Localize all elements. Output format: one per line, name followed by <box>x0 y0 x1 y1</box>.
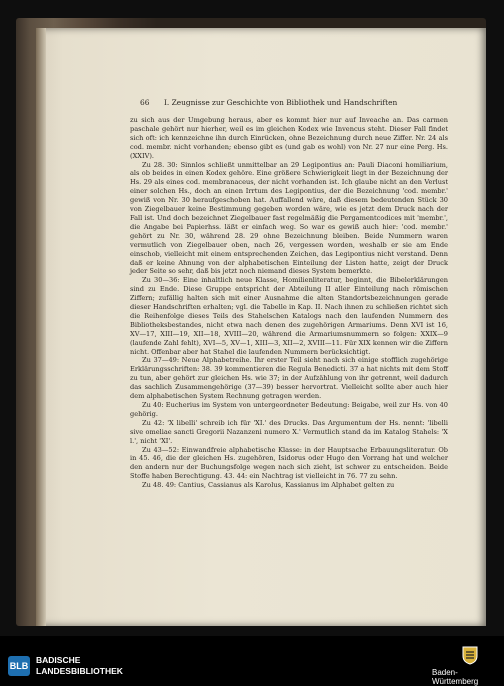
paragraph: zu sich aus der Umgebung heraus, aber es kommt hier nur auf Inveache an. Das carmen paschale gehört nur hierher, weil es im gleichen Kodex wie Invencus steht. Dieser Fall findet sich oft: ich kennzeichne ihn durch Einrücken, ohne Bezeichnung durch neue Ziffer. Nr. 24 als cod. membr. nicht vorhanden; ebenso gibt es (und gab es wohl) von Nr. 27 nur eine Perg. Hs. (XXIV). <box>130 116 448 160</box>
paragraph: Zu 40: Eucherius im System von untergeordneter Bedeutung: Beigabe, weil zur Hs. von 40 gehörig. <box>130 401 448 418</box>
library-name-line1: BADISCHE <box>36 655 81 665</box>
paragraph: Zu 28. 30: Sinnlos schließt unmittelbar an 29 Legipontius an: Pauli Diaconi homiliarium, als ob beides in einen Kodex gehöre. Eine größere Schwierigkeit liegt in der Bezeichnung der Hs. 29 als eines cod. membranaceus, der nicht vorhanden ist. Ich glaube nicht an den Verlust einer solchen Hs., doch an einen Irrtum des Legipontius, der die Bezeichnung 'cod. membr.' gewiß von Nr. 30 heraufgeschoben hat. Auffallend wäre, daß diesem bedeutenden Stück 30 von Ziegelbauer keine Bestimmung gegeben worden wäre, wie es jetzt dem Druck nach der Fall ist. Und doch bezeichnet Ziegelbauer fast regelmäßig die Pergamentcodices mit 'membr.', die Angabe bei Papierhss. läßt er einfach weg. So war es gewiß auch hier: 'cod. membr.' gehört zu Nr. 30, während 28. 29 ohne Bezeichnung bleiben. Beide Nummern waren vermutlich von Ziegelbauer oben, nach 26, vergessen worden, weshalb er sie am Ende einschob, vielleicht mit einem entsprechenden Zeichen, das Legipontius nicht verstand. Denn daß er keine Ahnung von der alphabetischen Einteilung der Listen hatte, zeigt der Druck jeder Seite so sehr, daß bis jetzt noch niemand dieses System bemerkte. <box>130 160 448 276</box>
paragraph: Zu 37—49: Neue Alphabetreihe. Ihr erster Teil sieht nach sich einige stofflich zugehörige Erklärungsschriften: 38. 39 kommentieren die Regula Benedicti. 37 a hat nichts mit dem Stoff zu tun, aber gehört zur gleichen Hs. wie 37; in der Aufzählung von ihr getrennt, weil dadurch das sachlich Zusammengehörige (37—39) besser hervortrat. Vielleicht sollte aber auch hier dem alphabetischen System Rechnung getragen werden. <box>130 356 448 401</box>
state-crest-icon <box>459 644 481 666</box>
paragraph: Zu 30—36: Eine inhaltlich neue Klasse, Homilienliteratur, beginnt, die Bibelerklärungen sind zu Ende. Diese Gruppe entspricht der Abteilung II aller Einteilung nach römischen Ziffern; zufällig halten sich mit einer Ausnahme die alten Standortsbezeichnungen gerade dieser Handschriften erhalten; vgl. die Tabelle in Kap. II. Nach ihnen zu schließen richtet sich die Reihenfolge dieses Teils des Stahelschen Katalogs nach den laufenden Nummern des Bibliotheksbestandes, nicht etwa nach denen des zugehörigen Armariums. Denn XVI ist 16, XV—17, XIII—19, XII—18, XVIII—20, während die Armariumsnummern so folgen: XXIX—9 (laufende Zahl fehlt), XVI—5, XV—1, XIII—3, XII—2, XVIII—11. Für XIX kennen wir die Ziffern nicht. Offenbar aber hat Stahel die laufenden Nummern berücksichtigt. <box>130 276 448 356</box>
paragraph: Zu 48. 49: Cantius, Cassianus als Karolus, Kassianus im Alphabet gelten zu <box>142 481 395 490</box>
page-body <box>130 116 448 490</box>
running-title: I. Zeugnisse zur Geschichte von Bibliothek und Handschriften <box>164 98 398 107</box>
state-name: Baden-Württemberg <box>432 668 479 686</box>
library-name <box>36 655 123 677</box>
paragraph: Zu 42: 'X libelli' schreib ich für 'XI.' des Drucks. Das Argumentum der Hs. nennt: 'libelli sive omeliae sancti Gregorii Nazanzeni numero X.' Vermutlich stand da im Katalog Stahels: 'X l.', nicht 'XI'. <box>130 418 448 445</box>
blb-logo: BLB <box>8 656 30 676</box>
page-number: 66 <box>140 98 150 107</box>
library-name-line2: LANDESBIBLIOTHEK <box>36 666 123 676</box>
paragraph: Zu 43—52: Einwandfreie alphabetische Klasse: in der Hauptsache Erbauungsliteratur. Ob in 45. 46, die der gleichen Hs. zugehören, Isidorus oder Hugo den Vorrang hat und welcher den andern nur der Buchungsfolge wegen nach sich zieht, ist schwer zu entscheiden. Beide Stoffe haben Berechtigung. 43. 44: ein Nachtrag ist vielleicht in 76. 77 zu sehn. <box>130 445 448 481</box>
page-gutter <box>36 28 46 626</box>
